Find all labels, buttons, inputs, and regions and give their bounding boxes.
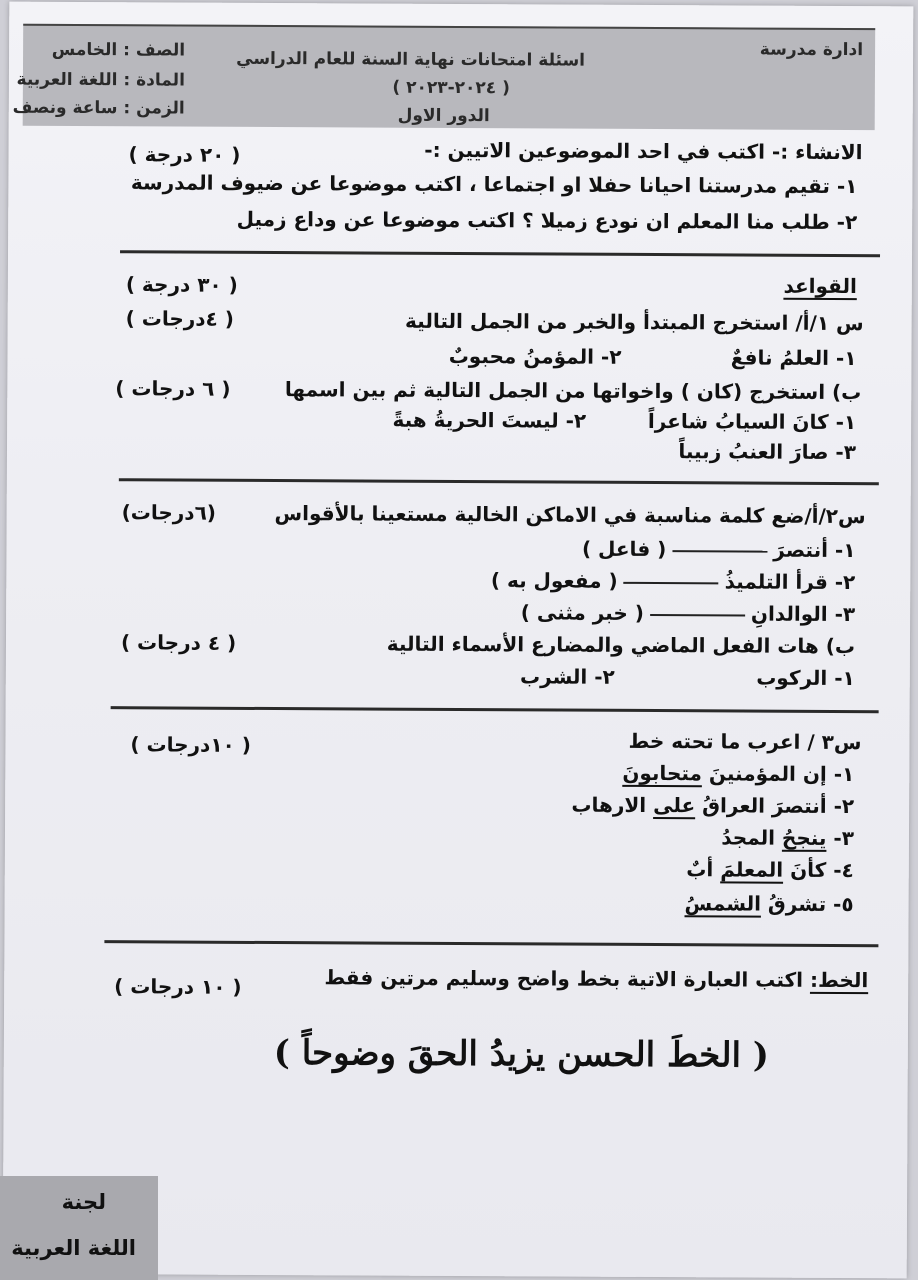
handwriting-phrase: ( الخطَ الحسن يزيدُ الحقَ وضوحاً ) bbox=[273, 1033, 769, 1076]
handwriting-line bbox=[324, 965, 868, 992]
q2a-item-3-hint: ( خبر مثنى ) bbox=[520, 600, 644, 625]
q3-item-4-rest: أبٌ bbox=[686, 857, 721, 882]
q1a-item-2: ٢- المؤمنُ محبوبٌ bbox=[448, 343, 622, 369]
q1a-marks: ( ٤درجات ) bbox=[125, 306, 234, 331]
q1b-item-1: ١- كانَ السيابُ شاعراً bbox=[647, 408, 857, 435]
q2b-marks: ( ٤ درجات ) bbox=[120, 630, 237, 655]
composition-title: الانشاء :- اكتب في احد الموضوعين الاتيين :- bbox=[424, 137, 863, 165]
stamp-line-1: لجنة bbox=[61, 1190, 106, 1214]
grade-label: الصف : الخامس bbox=[51, 39, 186, 61]
q3-item-3-rest: المجدُ bbox=[721, 825, 783, 850]
q2a-text: س٢/أ/ضع كلمة مناسبة في الاماكن الخالية مستعينا بالأقواس bbox=[274, 501, 866, 529]
section-divider bbox=[120, 250, 880, 257]
q1a-item-1: ١- العلمُ نافعٌ bbox=[730, 345, 857, 371]
q3-item-5-underlined: الشمسُ bbox=[684, 891, 762, 916]
q3-item-5 bbox=[685, 891, 854, 916]
q2a-item-2 bbox=[491, 568, 856, 594]
composition-item-2: ٢- طلب منا المعلم ان نودع زميلا ؟ اكتب موضوعا عن وداع زميل bbox=[236, 206, 858, 235]
q3-item-5-text: ٥- تشرقُ bbox=[760, 891, 854, 917]
exam-title: اسئلة امتحانات نهاية السنة للعام الدراسي bbox=[236, 48, 586, 71]
q2a-item-2-hint: ( مفعول به ) bbox=[490, 568, 618, 593]
grammar-title: القواعد bbox=[783, 273, 857, 299]
handwriting-instruction: اكتب العبارة الاتية بخط واضح وسليم مرتين فقط bbox=[324, 965, 804, 992]
q3-item-1-text: ١- إن المؤمنينَ bbox=[701, 761, 855, 787]
committee-stamp bbox=[0, 1176, 158, 1280]
time-label: الزمن : ساعة ونصف bbox=[12, 97, 185, 119]
q3-item-2-text: ٢- أنتصرَ العراقُ bbox=[695, 793, 855, 819]
q3-marks: ( ١٠درجات ) bbox=[130, 732, 251, 757]
q3-item-3-underlined: ينجحُ bbox=[781, 825, 827, 850]
handwriting-marks: ( ١٠ درجات ) bbox=[114, 974, 242, 999]
q3-item-1-underlined: متحابونَ bbox=[622, 760, 703, 786]
answer-blank bbox=[624, 581, 719, 583]
exam-round: الدور الاول bbox=[397, 105, 490, 127]
answer-blank bbox=[672, 550, 767, 552]
stamp-line-2: اللغة العربية bbox=[11, 1236, 136, 1260]
school-admin: ادارة مدرسة bbox=[759, 39, 864, 61]
q2a-item-3 bbox=[521, 600, 855, 626]
answer-blank bbox=[650, 614, 745, 616]
subject-label: المادة : اللغة العربية bbox=[16, 69, 185, 91]
q2a-item-1-hint: ( فاعل ) bbox=[581, 536, 667, 562]
q3-item-3 bbox=[721, 825, 854, 850]
q1a-text: س ١/أ/ استخرج المبتدأ والخبر من الجمل التالية bbox=[405, 308, 864, 336]
q2a-item-1-text: ١- أنتصرَ bbox=[773, 537, 856, 563]
q3-item-4-text: ٤- كأنَ bbox=[783, 857, 854, 883]
q1b-text: ب) استخرج (كان ) واخواتها من الجمل التالية ثم بين اسمها bbox=[284, 377, 862, 405]
q3-item-2-underlined: على bbox=[653, 793, 696, 818]
q1b-marks: ( ٦ درجات ) bbox=[115, 376, 231, 401]
q2a-item-2-text: ٢- قرأ التلميذُ bbox=[724, 569, 856, 595]
exam-header bbox=[12, 24, 876, 130]
q2b-item-1: ١- الركوب bbox=[756, 665, 855, 691]
q2b-text: ب) هات الفعل الماضي والمضارع الأسماء التالية bbox=[386, 631, 856, 659]
q1b-item-2: ٢- ليستَ الحريةُ هبةً bbox=[392, 407, 587, 433]
q2b-item-2: ٢- الشرب bbox=[519, 664, 615, 689]
composition-marks: ( ٢٠ درجة ) bbox=[128, 142, 241, 167]
section-divider bbox=[111, 706, 879, 713]
q3-item-2-rest: الارهاب bbox=[571, 792, 654, 818]
handwriting-title: الخط: bbox=[809, 967, 869, 993]
q3-item-4-underlined: المعلمَ bbox=[720, 857, 784, 882]
q3-item-4 bbox=[686, 857, 854, 882]
grammar-marks: ( ٣٠ درجة ) bbox=[125, 272, 238, 297]
q2a-item-1 bbox=[582, 537, 856, 562]
section-divider bbox=[119, 478, 879, 485]
q2a-marks: (٦درجات) bbox=[121, 500, 217, 525]
composition-item-1: ١- تقيم مدرستنا احيانا حفلا او اجتماعا ، اكتب موضوعا عن ضيوف المدرسة bbox=[130, 170, 858, 199]
q3-item-2 bbox=[571, 793, 854, 818]
q2a-item-3-text: ٣- الوالدانِ bbox=[750, 601, 856, 627]
q1b-item-3: ٣- صارَ العنبُ زبيباً bbox=[678, 439, 857, 465]
q3-text: س٣ / اعرب ما تحته خط bbox=[628, 728, 862, 755]
q3-item-3-num: ٣- bbox=[826, 825, 855, 851]
q3-item-1 bbox=[622, 761, 854, 786]
exam-sheet bbox=[3, 2, 914, 1279]
academic-year: ( ٢٠٢٤-٢٠٢٣ ) bbox=[392, 77, 510, 99]
section-divider bbox=[104, 940, 878, 947]
